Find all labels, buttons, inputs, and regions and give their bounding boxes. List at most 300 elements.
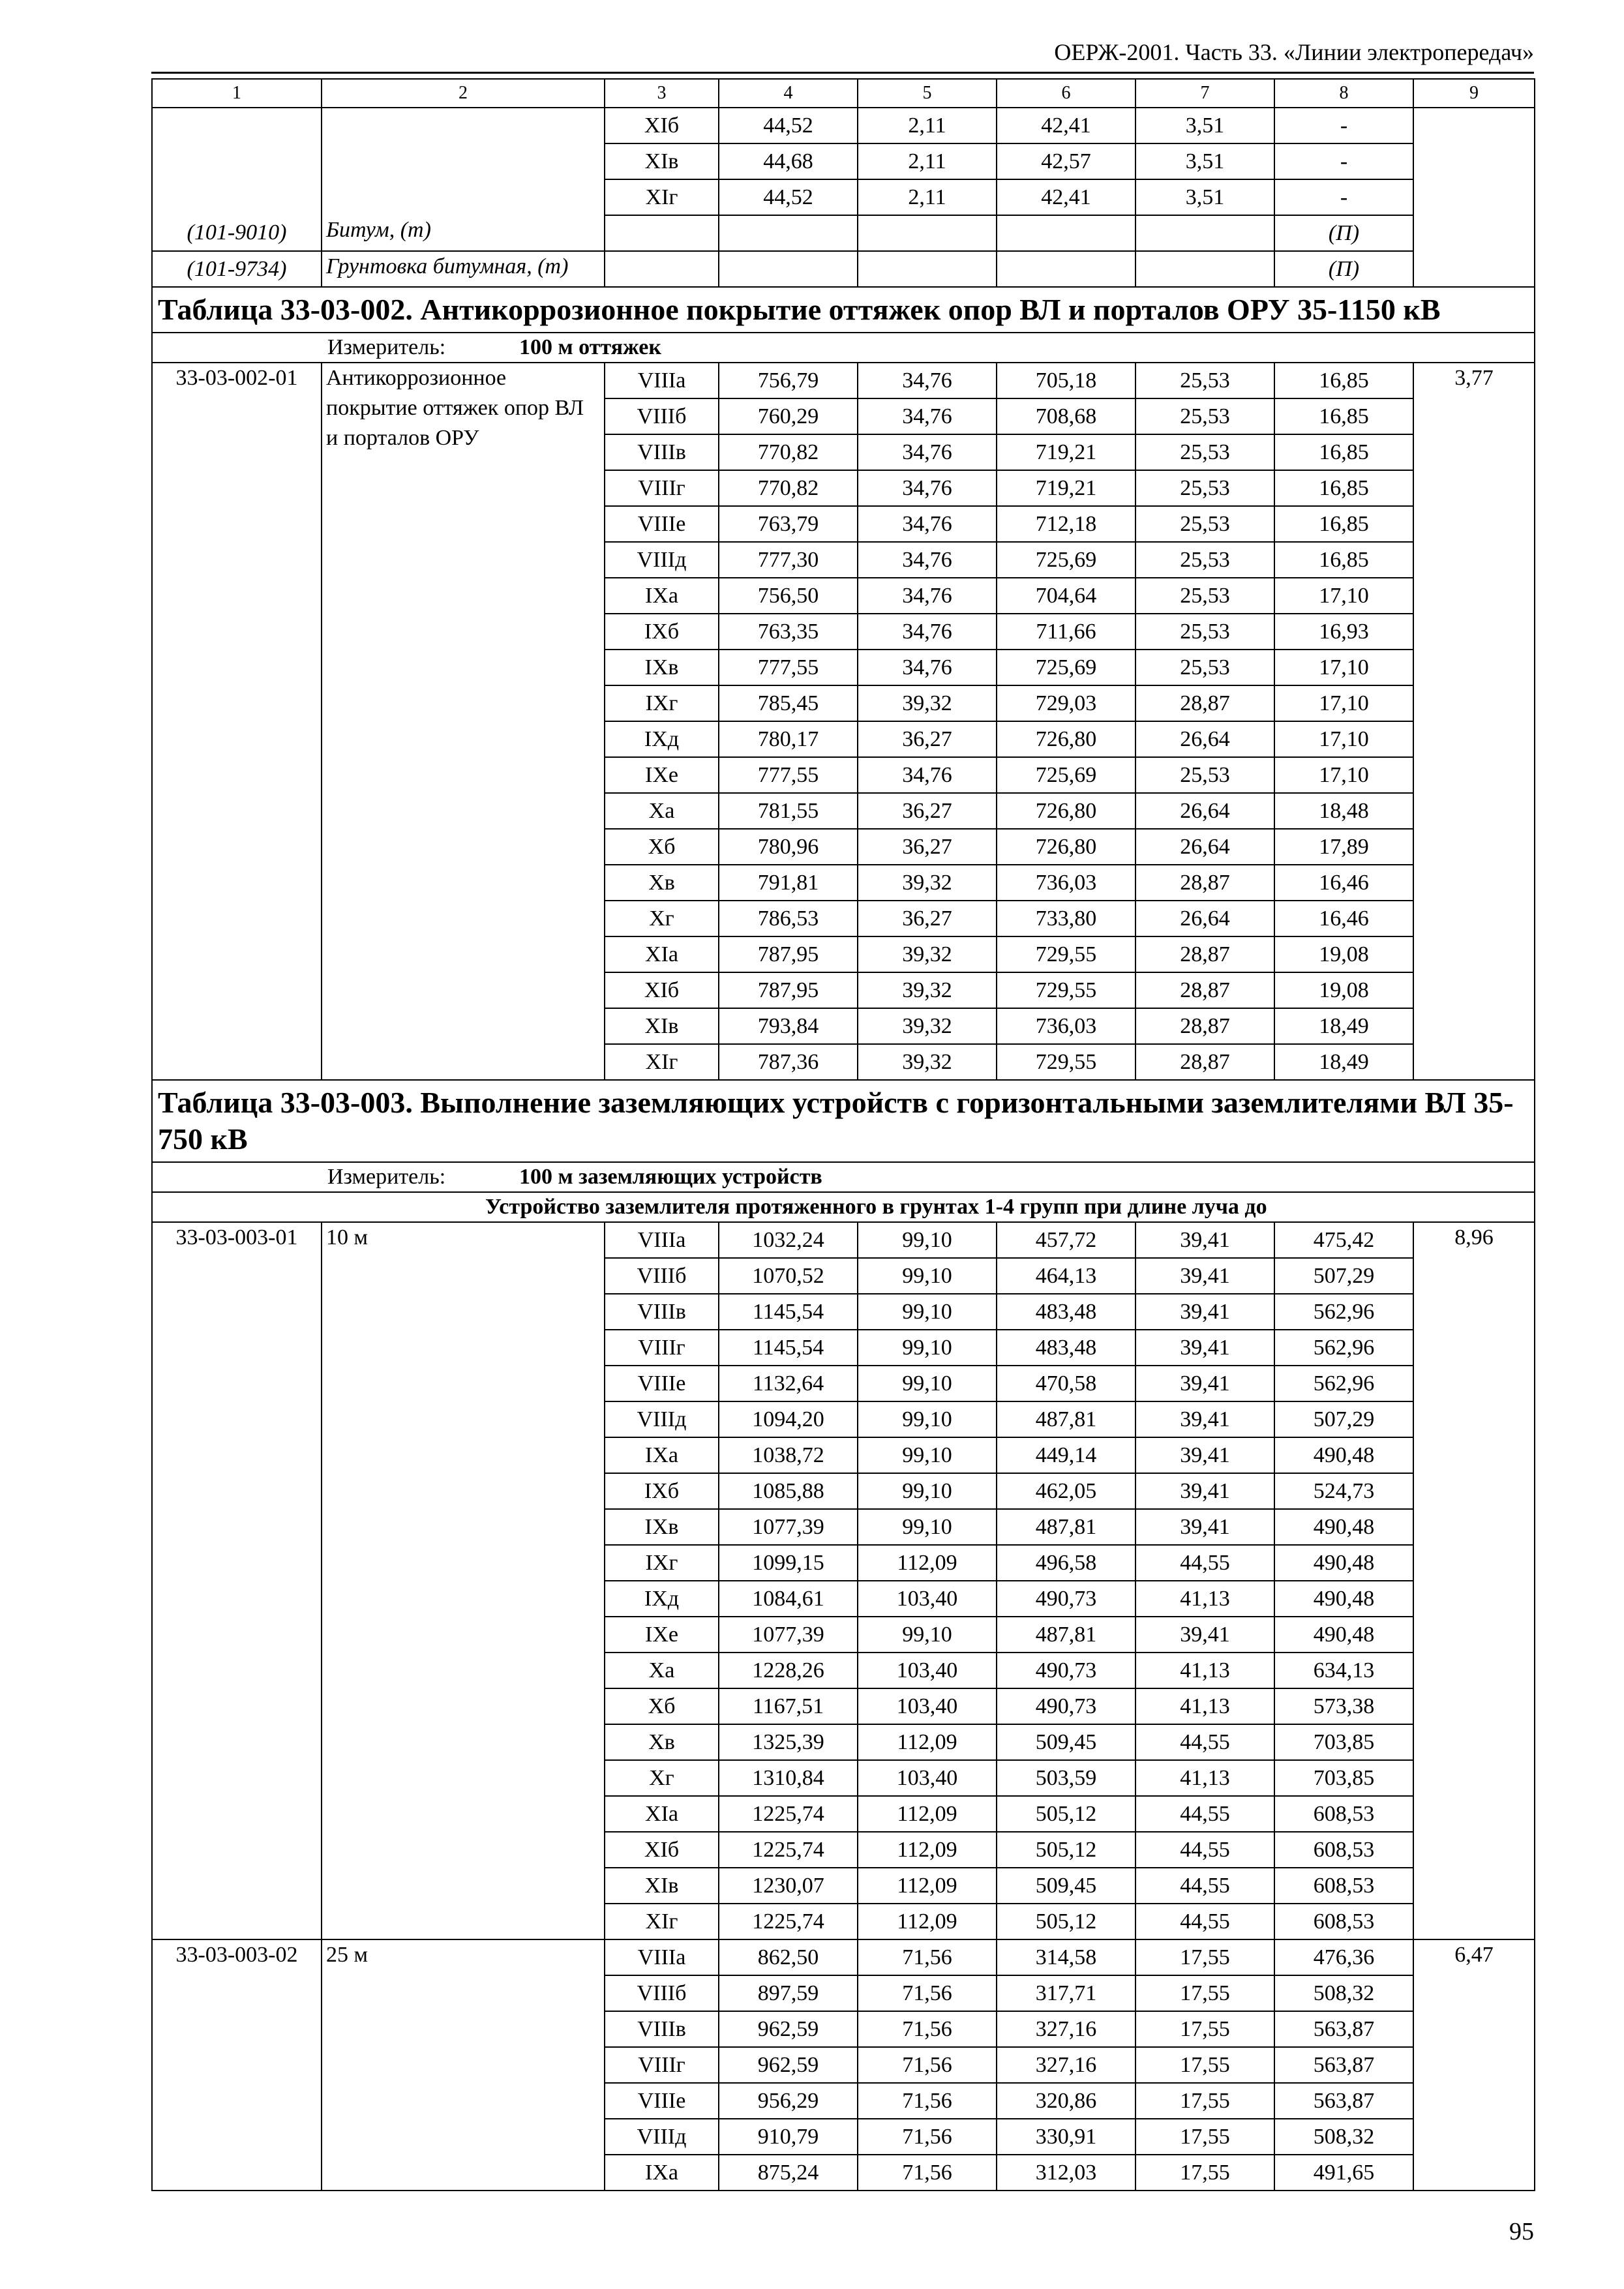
value-cell: 1225,74 bbox=[719, 1904, 858, 1939]
value-cell: 563,87 bbox=[1274, 2047, 1413, 2083]
value-cell: 703,85 bbox=[1274, 1760, 1413, 1796]
value-cell: 725,69 bbox=[997, 757, 1135, 793]
value-cell: 17,55 bbox=[1135, 2083, 1274, 2119]
value-cell: 25,53 bbox=[1135, 757, 1274, 793]
value-cell: 71,56 bbox=[858, 2047, 997, 2083]
empty-cell bbox=[858, 215, 997, 251]
value-cell: 44,55 bbox=[1135, 1904, 1274, 1939]
value-cell: 875,24 bbox=[719, 2155, 858, 2191]
value-cell: 112,09 bbox=[858, 1868, 997, 1904]
value-cell: 785,45 bbox=[719, 685, 858, 721]
value-cell: 787,95 bbox=[719, 972, 858, 1008]
value-cell: 99,10 bbox=[858, 1294, 997, 1330]
value-cell: 1038,72 bbox=[719, 1437, 858, 1473]
value-cell: 563,87 bbox=[1274, 2011, 1413, 2047]
value-cell: 26,64 bbox=[1135, 793, 1274, 829]
zone-cell: XIa bbox=[605, 1796, 719, 1832]
value-cell: - bbox=[1274, 108, 1413, 143]
zone-cell: XIг bbox=[605, 1904, 719, 1939]
value-cell: 26,64 bbox=[1135, 901, 1274, 936]
value-cell: 28,87 bbox=[1135, 685, 1274, 721]
value-cell: 41,13 bbox=[1135, 1688, 1274, 1724]
column-number: 4 bbox=[719, 79, 858, 108]
value-cell: 490,48 bbox=[1274, 1617, 1413, 1653]
value-cell: 2,11 bbox=[858, 143, 997, 179]
value-cell: 71,56 bbox=[858, 2119, 997, 2155]
value-cell: 39,41 bbox=[1135, 1294, 1274, 1330]
value-cell: 26,64 bbox=[1135, 721, 1274, 757]
subheading: Устройство заземлителя протяженного в грунтах 1-4 групп при длине луча до bbox=[152, 1192, 1535, 1222]
value-cell: 507,29 bbox=[1274, 1258, 1413, 1294]
value-cell: 25,53 bbox=[1135, 650, 1274, 685]
value-cell: 725,69 bbox=[997, 650, 1135, 685]
meter-label: Измеритель: bbox=[327, 335, 446, 359]
value-cell: 508,32 bbox=[1274, 1975, 1413, 2011]
value-cell: 1225,74 bbox=[719, 1832, 858, 1868]
value-cell: 726,80 bbox=[997, 721, 1135, 757]
zone-cell: IXa bbox=[605, 1437, 719, 1473]
value-cell: 777,55 bbox=[719, 757, 858, 793]
zone-cell: IXб bbox=[605, 1473, 719, 1509]
value-cell: 3,51 bbox=[1135, 143, 1274, 179]
zone-cell: IXд bbox=[605, 721, 719, 757]
value-cell: 99,10 bbox=[858, 1222, 997, 1258]
code-cell bbox=[152, 108, 322, 215]
value-cell: 18,49 bbox=[1274, 1008, 1413, 1044]
value-cell: 703,85 bbox=[1274, 1724, 1413, 1760]
table-title-row bbox=[152, 287, 1535, 333]
value-cell: 17,89 bbox=[1274, 829, 1413, 865]
value-cell: 17,55 bbox=[1135, 2155, 1274, 2191]
value-cell: 490,48 bbox=[1274, 1437, 1413, 1473]
value-cell: 490,73 bbox=[997, 1653, 1135, 1688]
value-cell: 330,91 bbox=[997, 2119, 1135, 2155]
value-cell: 462,05 bbox=[997, 1473, 1135, 1509]
value-cell: 36,27 bbox=[858, 721, 997, 757]
value-cell: 490,73 bbox=[997, 1581, 1135, 1617]
column-number: 9 bbox=[1413, 79, 1535, 108]
zone-cell: IXв bbox=[605, 650, 719, 685]
value-cell: 44,55 bbox=[1135, 1724, 1274, 1760]
value-cell: 25,53 bbox=[1135, 506, 1274, 542]
value-cell: 42,57 bbox=[997, 143, 1135, 179]
value-cell: 449,14 bbox=[997, 1437, 1135, 1473]
material-code: (101-9010) bbox=[152, 215, 322, 251]
value-cell: 573,38 bbox=[1274, 1688, 1413, 1724]
zone-cell: VIIIг bbox=[605, 470, 719, 506]
value-cell: 487,81 bbox=[997, 1617, 1135, 1653]
zone-cell: IXд bbox=[605, 1581, 719, 1617]
meter-cell bbox=[152, 1162, 1535, 1192]
value-cell: 314,58 bbox=[997, 1939, 1135, 1975]
zone-cell: VIIIд bbox=[605, 1401, 719, 1437]
value-cell: 487,81 bbox=[997, 1401, 1135, 1437]
value-cell: 99,10 bbox=[858, 1401, 997, 1437]
value-cell: 103,40 bbox=[858, 1653, 997, 1688]
zone-cell: VIIIг bbox=[605, 2047, 719, 2083]
value-cell: 71,56 bbox=[858, 1939, 997, 1975]
labor-cell bbox=[1413, 108, 1535, 287]
value-cell: 71,56 bbox=[858, 1975, 997, 2011]
value-cell: 39,41 bbox=[1135, 1258, 1274, 1294]
material-row bbox=[152, 215, 1535, 251]
value-cell: 791,81 bbox=[719, 865, 858, 901]
value-cell: 962,59 bbox=[719, 2047, 858, 2083]
zone-cell: XIв bbox=[605, 1008, 719, 1044]
value-cell: 780,96 bbox=[719, 829, 858, 865]
zone-cell: XIг bbox=[605, 1044, 719, 1080]
value-cell: 608,53 bbox=[1274, 1796, 1413, 1832]
value-cell: 25,53 bbox=[1135, 614, 1274, 650]
zone-cell: IXг bbox=[605, 1545, 719, 1581]
zone-cell: VIIIe bbox=[605, 1366, 719, 1401]
value-cell: 862,50 bbox=[719, 1939, 858, 1975]
value-cell: 44,55 bbox=[1135, 1832, 1274, 1868]
value-cell: 39,41 bbox=[1135, 1366, 1274, 1401]
value-cell: 39,32 bbox=[858, 972, 997, 1008]
value-cell: 704,64 bbox=[997, 578, 1135, 614]
column-number: 7 bbox=[1135, 79, 1274, 108]
value-cell: 28,87 bbox=[1135, 865, 1274, 901]
table-row bbox=[152, 1222, 1535, 1258]
empty-cell bbox=[858, 251, 997, 287]
value-cell: 729,55 bbox=[997, 972, 1135, 1008]
value-cell: 25,53 bbox=[1135, 363, 1274, 398]
value-cell: 25,53 bbox=[1135, 542, 1274, 578]
header-rule bbox=[151, 72, 1534, 74]
value-cell: 1094,20 bbox=[719, 1401, 858, 1437]
desc-cell bbox=[322, 108, 605, 215]
zone-cell: VIIIв bbox=[605, 434, 719, 470]
zone-cell: Xa bbox=[605, 793, 719, 829]
material-code: (101-9734) bbox=[152, 251, 322, 287]
value-cell: 34,76 bbox=[858, 434, 997, 470]
value-cell: 39,41 bbox=[1135, 1473, 1274, 1509]
value-cell: 34,76 bbox=[858, 614, 997, 650]
value-cell: 509,45 bbox=[997, 1724, 1135, 1760]
value-cell: 28,87 bbox=[1135, 1008, 1274, 1044]
value-cell: 17,55 bbox=[1135, 1939, 1274, 1975]
zone-cell: Xв bbox=[605, 1724, 719, 1760]
value-cell: 25,53 bbox=[1135, 578, 1274, 614]
zone-cell: VIIIa bbox=[605, 1939, 719, 1975]
zone-cell: XIв bbox=[605, 143, 719, 179]
value-cell: 956,29 bbox=[719, 2083, 858, 2119]
value-cell: 777,55 bbox=[719, 650, 858, 685]
labor-cell: 3,77 bbox=[1413, 363, 1535, 1080]
zone-cell: Xг bbox=[605, 1760, 719, 1796]
meter-value: 100 м заземляющих устройств bbox=[519, 1165, 822, 1189]
value-cell: 711,66 bbox=[997, 614, 1135, 650]
value-cell: 39,32 bbox=[858, 936, 997, 972]
value-cell: 39,41 bbox=[1135, 1617, 1274, 1653]
page-number: 95 bbox=[1509, 2218, 1534, 2245]
value-cell: 44,55 bbox=[1135, 1545, 1274, 1581]
meter-value: 100 м оттяжек bbox=[519, 335, 661, 359]
value-cell: 476,36 bbox=[1274, 1939, 1413, 1975]
value-cell: 712,18 bbox=[997, 506, 1135, 542]
zone-cell: XIв bbox=[605, 1868, 719, 1904]
value-cell: 483,48 bbox=[997, 1330, 1135, 1366]
zone-cell: VIIIв bbox=[605, 2011, 719, 2047]
value-cell: 763,35 bbox=[719, 614, 858, 650]
value-cell: 470,58 bbox=[997, 1366, 1135, 1401]
value-cell: 39,41 bbox=[1135, 1330, 1274, 1366]
value-cell: 44,68 bbox=[719, 143, 858, 179]
value-cell: 16,85 bbox=[1274, 542, 1413, 578]
zone-cell: VIIIд bbox=[605, 2119, 719, 2155]
value-cell: 787,36 bbox=[719, 1044, 858, 1080]
value-cell: 1325,39 bbox=[719, 1724, 858, 1760]
value-cell: 17,55 bbox=[1135, 2119, 1274, 2155]
code-cell: 33-03-003-01 bbox=[152, 1222, 322, 1939]
value-cell: 490,73 bbox=[997, 1688, 1135, 1724]
table-row bbox=[152, 1939, 1535, 1975]
value-cell: - bbox=[1274, 143, 1413, 179]
value-cell: 729,03 bbox=[997, 685, 1135, 721]
value-cell: 39,32 bbox=[858, 1008, 997, 1044]
meter-label: Измеритель: bbox=[327, 1165, 446, 1189]
labor-cell: 6,47 bbox=[1413, 1939, 1535, 2191]
value-cell: 99,10 bbox=[858, 1473, 997, 1509]
value-cell: 18,48 bbox=[1274, 793, 1413, 829]
zone-cell: Xв bbox=[605, 865, 719, 901]
value-cell: 562,96 bbox=[1274, 1330, 1413, 1366]
value-cell: 17,10 bbox=[1274, 685, 1413, 721]
zone-cell: IXб bbox=[605, 614, 719, 650]
value-cell: 733,80 bbox=[997, 901, 1135, 936]
value-cell: 1167,51 bbox=[719, 1688, 858, 1724]
value-cell: 25,53 bbox=[1135, 470, 1274, 506]
value-cell: 112,09 bbox=[858, 1724, 997, 1760]
value-cell: 507,29 bbox=[1274, 1401, 1413, 1437]
value-cell: 736,03 bbox=[997, 1008, 1135, 1044]
value-cell: 103,40 bbox=[858, 1581, 997, 1617]
value-cell: 1084,61 bbox=[719, 1581, 858, 1617]
labor-cell: 8,96 bbox=[1413, 1222, 1535, 1939]
column-number: 8 bbox=[1274, 79, 1413, 108]
value-cell: 505,12 bbox=[997, 1796, 1135, 1832]
value-cell: 39,32 bbox=[858, 685, 997, 721]
value-cell: 16,85 bbox=[1274, 506, 1413, 542]
value-cell: 317,71 bbox=[997, 1975, 1135, 2011]
value-cell: 910,79 bbox=[719, 2119, 858, 2155]
value-cell: 327,16 bbox=[997, 2011, 1135, 2047]
value-cell: 112,09 bbox=[858, 1904, 997, 1939]
zone-cell: XIб bbox=[605, 108, 719, 143]
value-cell: 36,27 bbox=[858, 829, 997, 865]
value-cell: 524,73 bbox=[1274, 1473, 1413, 1509]
value-cell: 41,13 bbox=[1135, 1581, 1274, 1617]
value-cell: 726,80 bbox=[997, 829, 1135, 865]
value-cell: 763,79 bbox=[719, 506, 858, 542]
value-cell: 780,17 bbox=[719, 721, 858, 757]
value-cell: 770,82 bbox=[719, 434, 858, 470]
value-cell: 608,53 bbox=[1274, 1832, 1413, 1868]
zone-cell: Xб bbox=[605, 829, 719, 865]
value-cell: 487,81 bbox=[997, 1509, 1135, 1545]
zone-cell: VIIIб bbox=[605, 1975, 719, 2011]
zone-cell: VIIIд bbox=[605, 542, 719, 578]
material-unit: (П) bbox=[1274, 251, 1413, 287]
value-cell: 490,48 bbox=[1274, 1581, 1413, 1617]
value-cell: 705,18 bbox=[997, 363, 1135, 398]
value-cell: 756,79 bbox=[719, 363, 858, 398]
value-cell: 1099,15 bbox=[719, 1545, 858, 1581]
empty-cell bbox=[719, 251, 858, 287]
column-number: 6 bbox=[997, 79, 1135, 108]
value-cell: 496,58 bbox=[997, 1545, 1135, 1581]
value-cell: 1310,84 bbox=[719, 1760, 858, 1796]
value-cell: 16,46 bbox=[1274, 865, 1413, 901]
value-cell: 634,13 bbox=[1274, 1653, 1413, 1688]
value-cell: 17,10 bbox=[1274, 757, 1413, 793]
value-cell: 725,69 bbox=[997, 542, 1135, 578]
value-cell: 42,41 bbox=[997, 179, 1135, 215]
code-cell: 33-03-002-01 bbox=[152, 363, 322, 1080]
zone-cell: VIIIa bbox=[605, 363, 719, 398]
table-title-row bbox=[152, 1080, 1535, 1162]
value-cell: 41,13 bbox=[1135, 1760, 1274, 1796]
subheading-row bbox=[152, 1192, 1535, 1222]
value-cell: 457,72 bbox=[997, 1222, 1135, 1258]
value-cell: 103,40 bbox=[858, 1688, 997, 1724]
value-cell: 17,10 bbox=[1274, 650, 1413, 685]
value-cell: 36,27 bbox=[858, 793, 997, 829]
value-cell: 71,56 bbox=[858, 2083, 997, 2119]
value-cell: 44,55 bbox=[1135, 1796, 1274, 1832]
empty-cell bbox=[1135, 251, 1274, 287]
column-number: 5 bbox=[858, 79, 997, 108]
rates-table-body bbox=[152, 79, 1535, 2191]
value-cell: 17,55 bbox=[1135, 2011, 1274, 2047]
zone-cell: IXa bbox=[605, 578, 719, 614]
value-cell: 16,46 bbox=[1274, 901, 1413, 936]
desc-cell: 25 м bbox=[322, 1939, 605, 2191]
value-cell: 25,53 bbox=[1135, 398, 1274, 434]
value-cell: 39,32 bbox=[858, 1044, 997, 1080]
zone-cell: XIб bbox=[605, 972, 719, 1008]
value-cell: 760,29 bbox=[719, 398, 858, 434]
zone-cell: VIIIб bbox=[605, 398, 719, 434]
value-cell: 1032,24 bbox=[719, 1222, 858, 1258]
value-cell: 39,41 bbox=[1135, 1401, 1274, 1437]
material-unit: (П) bbox=[1274, 215, 1413, 251]
value-cell: 99,10 bbox=[858, 1330, 997, 1366]
value-cell: 563,87 bbox=[1274, 2083, 1413, 2119]
zone-cell: IXe bbox=[605, 1617, 719, 1653]
zone-cell: VIIIб bbox=[605, 1258, 719, 1294]
value-cell: 36,27 bbox=[858, 901, 997, 936]
value-cell: 99,10 bbox=[858, 1437, 997, 1473]
value-cell: 1070,52 bbox=[719, 1258, 858, 1294]
meter-row bbox=[152, 333, 1535, 363]
value-cell: 562,96 bbox=[1274, 1366, 1413, 1401]
value-cell: 28,87 bbox=[1135, 972, 1274, 1008]
value-cell: 112,09 bbox=[858, 1796, 997, 1832]
value-cell: 1145,54 bbox=[719, 1330, 858, 1366]
value-cell: 99,10 bbox=[858, 1366, 997, 1401]
value-cell: 2,11 bbox=[858, 179, 997, 215]
value-cell: 719,21 bbox=[997, 470, 1135, 506]
value-cell: 41,13 bbox=[1135, 1653, 1274, 1688]
meter-cell bbox=[152, 333, 1535, 363]
value-cell: 34,76 bbox=[858, 650, 997, 685]
value-cell: 39,32 bbox=[858, 865, 997, 901]
value-cell: 16,93 bbox=[1274, 614, 1413, 650]
value-cell: 736,03 bbox=[997, 865, 1135, 901]
value-cell: 26,64 bbox=[1135, 829, 1274, 865]
value-cell: 16,85 bbox=[1274, 398, 1413, 434]
value-cell: 770,82 bbox=[719, 470, 858, 506]
empty-cell bbox=[1135, 215, 1274, 251]
value-cell: 1230,07 bbox=[719, 1868, 858, 1904]
value-cell: 17,10 bbox=[1274, 578, 1413, 614]
table-row bbox=[152, 363, 1535, 398]
value-cell: 1225,74 bbox=[719, 1796, 858, 1832]
value-cell: 28,87 bbox=[1135, 1044, 1274, 1080]
value-cell: 729,55 bbox=[997, 936, 1135, 972]
value-cell: 508,32 bbox=[1274, 2119, 1413, 2155]
column-number: 2 bbox=[322, 79, 605, 108]
value-cell: 962,59 bbox=[719, 2011, 858, 2047]
value-cell: 17,55 bbox=[1135, 1975, 1274, 2011]
value-cell: 1077,39 bbox=[719, 1509, 858, 1545]
value-cell: 19,08 bbox=[1274, 936, 1413, 972]
value-cell: 44,52 bbox=[719, 179, 858, 215]
desc-cell: 10 м bbox=[322, 1222, 605, 1939]
zone-cell: XIг bbox=[605, 179, 719, 215]
value-cell: 1145,54 bbox=[719, 1294, 858, 1330]
value-cell: 793,84 bbox=[719, 1008, 858, 1044]
zone-cell: Xг bbox=[605, 901, 719, 936]
zone-cell: Xa bbox=[605, 1653, 719, 1688]
zone-cell: VIIIa bbox=[605, 1222, 719, 1258]
table-title: Таблица 33-03-003. Выполнение заземляющих устройств с горизонтальными заземлителями ВЛ 35-750 кВ bbox=[152, 1080, 1535, 1162]
value-cell: 312,03 bbox=[997, 2155, 1135, 2191]
value-cell: 608,53 bbox=[1274, 1904, 1413, 1939]
rates-table bbox=[151, 78, 1535, 2191]
value-cell: 3,51 bbox=[1135, 108, 1274, 143]
column-number: 3 bbox=[605, 79, 719, 108]
value-cell: 608,53 bbox=[1274, 1868, 1413, 1904]
value-cell: 18,49 bbox=[1274, 1044, 1413, 1080]
value-cell: 464,13 bbox=[997, 1258, 1135, 1294]
value-cell: 505,12 bbox=[997, 1904, 1135, 1939]
value-cell: 3,51 bbox=[1135, 179, 1274, 215]
zone-cell: XIб bbox=[605, 1832, 719, 1868]
value-cell: 112,09 bbox=[858, 1832, 997, 1868]
value-cell: 42,41 bbox=[997, 108, 1135, 143]
value-cell: 16,85 bbox=[1274, 363, 1413, 398]
running-header: ОЕРЖ-2001. Часть 33. «Линии электропередач» bbox=[1054, 39, 1534, 65]
value-cell: 16,85 bbox=[1274, 434, 1413, 470]
value-cell: 99,10 bbox=[858, 1258, 997, 1294]
value-cell: 17,55 bbox=[1135, 2047, 1274, 2083]
value-cell: 490,48 bbox=[1274, 1509, 1413, 1545]
value-cell: 777,30 bbox=[719, 542, 858, 578]
value-cell: 17,10 bbox=[1274, 721, 1413, 757]
value-cell: 786,53 bbox=[719, 901, 858, 936]
value-cell: 44,52 bbox=[719, 108, 858, 143]
value-cell: 475,42 bbox=[1274, 1222, 1413, 1258]
value-cell: 729,55 bbox=[997, 1044, 1135, 1080]
value-cell: 787,95 bbox=[719, 936, 858, 972]
zone-cell: IXв bbox=[605, 1509, 719, 1545]
column-number: 1 bbox=[152, 79, 322, 108]
value-cell: 320,86 bbox=[997, 2083, 1135, 2119]
value-cell: 103,40 bbox=[858, 1760, 997, 1796]
